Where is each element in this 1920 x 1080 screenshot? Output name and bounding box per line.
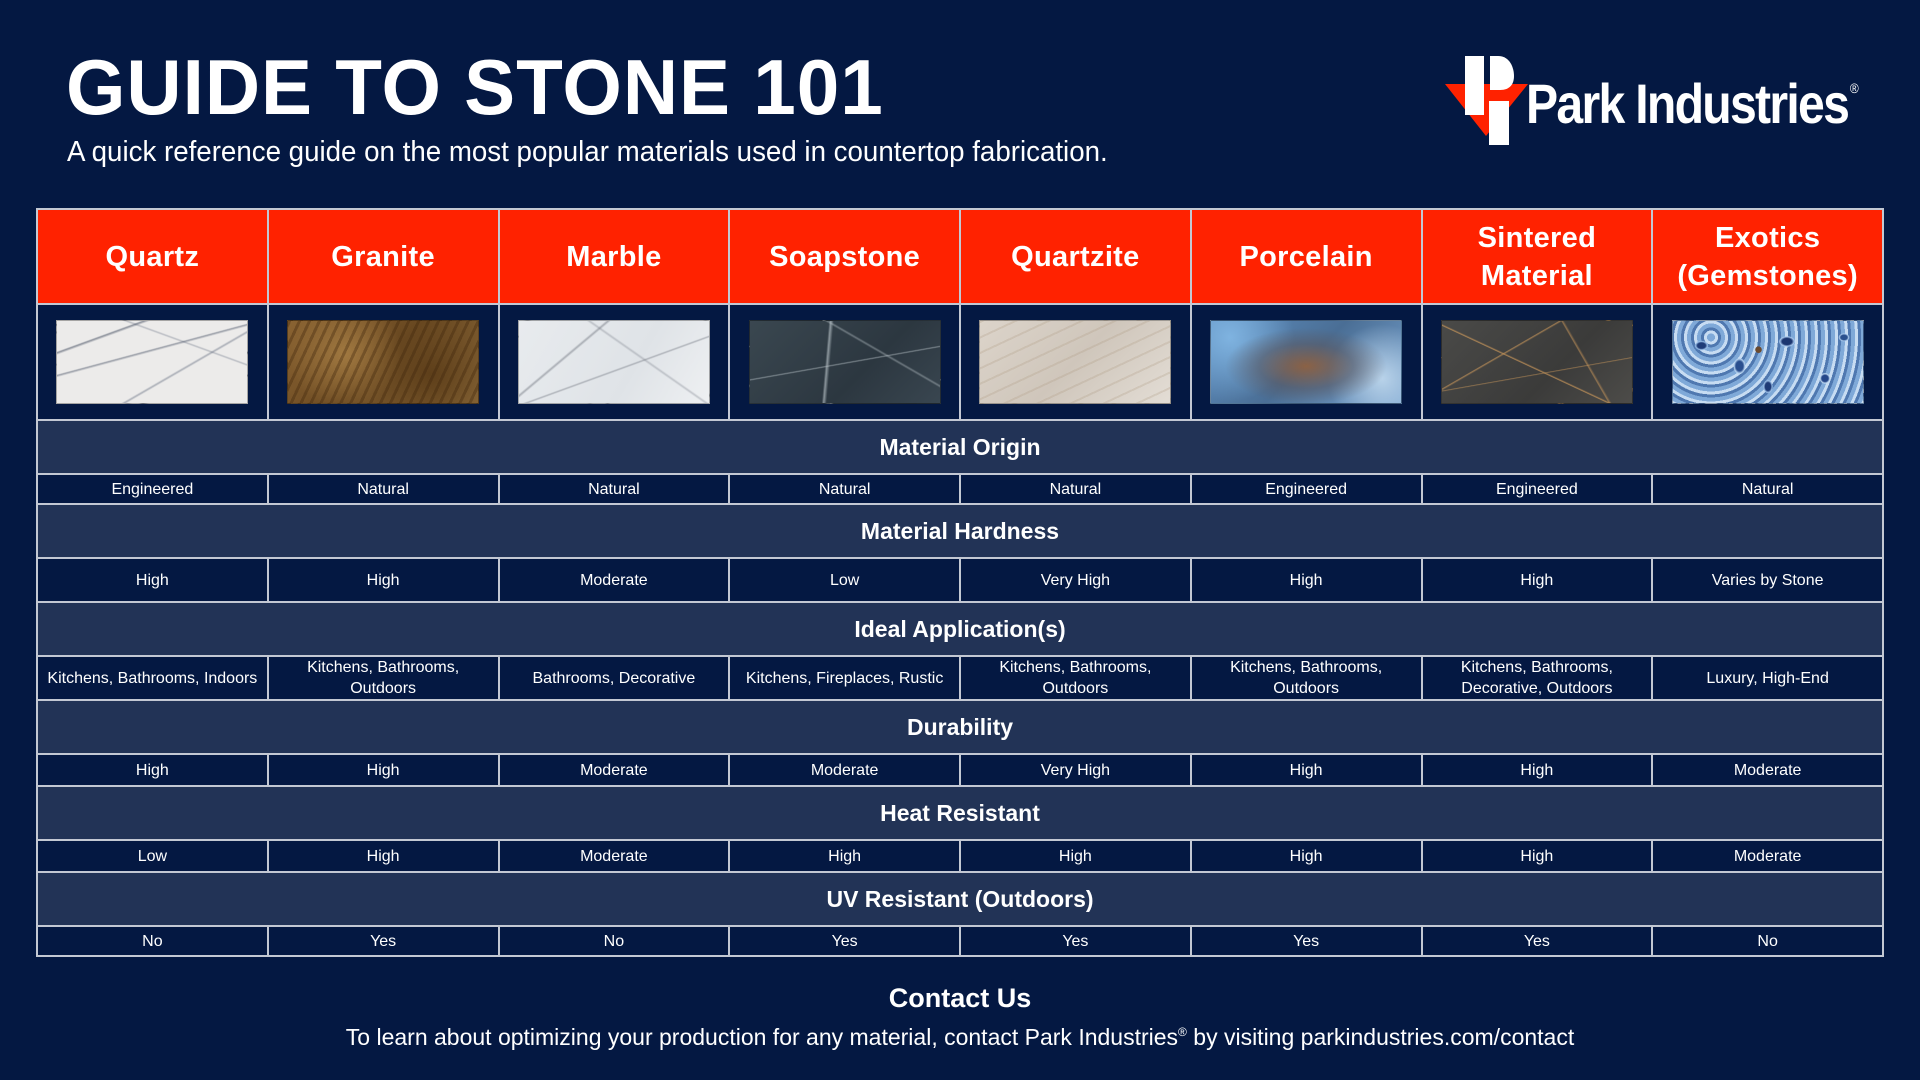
header-line: Sintered [1477,221,1597,254]
table-cell: High [268,558,499,602]
park-industries-logo-icon [1440,50,1532,150]
registered-mark: ® [1178,1025,1187,1039]
table-cell: Low [729,558,960,602]
swatch-cell [1652,304,1883,420]
contact-link-text: by visiting parkindustries.com/contact [1186,1024,1575,1050]
registered-mark: ® [1849,79,1859,96]
table-cell: No [1652,926,1883,956]
section-title: Ideal Application(s) [37,602,1883,656]
logo-name: Park Industries [1526,71,1849,135]
section-material-hardness [37,504,1883,558]
header-marble: Marble [499,209,730,304]
table-cell: High [960,840,1191,872]
table-cell: High [37,754,268,786]
header-exotics [1652,209,1883,304]
table-cell: Moderate [729,754,960,786]
header-quartz: Quartz [37,209,268,304]
header-sintered-material [1422,209,1653,304]
header-porcelain: Porcelain [1191,209,1422,304]
table-cell: Yes [1191,926,1422,956]
park-industries-logo [1440,50,1870,150]
swatch-cell [37,304,268,420]
section-title: Material Hardness [37,504,1883,558]
section-uv-resistant [37,872,1883,926]
table-cell: Engineered [1422,474,1653,504]
table-cell: High [37,558,268,602]
table-cell: No [499,926,730,956]
table-cell: Engineered [1191,474,1422,504]
header-soapstone: Soapstone [729,209,960,304]
row-heat-resistant [37,840,1883,872]
table-cell: Natural [729,474,960,504]
logo-wordmark [1526,71,1859,136]
row-material-origin [37,474,1883,504]
header-line: Exotics [1714,221,1821,254]
table-cell: High [1422,840,1653,872]
swatch-cell [729,304,960,420]
table-cell: Kitchens, Fireplaces, Rustic [729,656,960,700]
table-cell: Varies by Stone [1652,558,1883,602]
table-cell: High [1191,558,1422,602]
table-cell: Natural [268,474,499,504]
table-cell: High [1191,754,1422,786]
table-cell: Natural [960,474,1191,504]
section-ideal-applications [37,602,1883,656]
table-cell: Very High [960,754,1191,786]
contact-text-main: To learn about optimizing your production for any material, contact Park Industries [345,1024,1179,1050]
quartzite-swatch [979,320,1171,404]
table-cell: High [268,754,499,786]
row-ideal-applications [37,656,1883,700]
soapstone-swatch [749,320,941,404]
table-cell: Yes [960,926,1191,956]
section-title: Heat Resistant [37,786,1883,840]
section-title: UV Resistant (Outdoors) [37,872,1883,926]
section-heat-resistant [37,786,1883,840]
swatch-cell [1191,304,1422,420]
table-cell: High [729,840,960,872]
table-cell: Moderate [1652,840,1883,872]
section-durability [37,700,1883,754]
header-line: Material [1480,259,1593,292]
section-title: Material Origin [37,420,1883,474]
table-cell: Luxury, High-End [1652,656,1883,700]
table-cell: Low [37,840,268,872]
marble-swatch [518,320,710,404]
row-uv-resistant [37,926,1883,956]
header-line: (Gemstones) [1677,259,1858,292]
table-cell: High [1422,558,1653,602]
exotics-swatch [1672,320,1864,404]
contact-heading: Contact Us [888,983,1032,1013]
swatch-row [37,304,1883,420]
swatch-cell [499,304,730,420]
table-cell: Natural [1652,474,1883,504]
stone-comparison-table [36,208,1884,957]
table-cell: High [1422,754,1653,786]
row-durability [37,754,1883,786]
table-cell: Kitchens, Bathrooms, Outdoors [960,656,1191,700]
section-material-origin [37,420,1883,474]
material-header-row [37,209,1883,304]
table-cell: Engineered [37,474,268,504]
table-cell: High [268,840,499,872]
row-material-hardness [37,558,1883,602]
swatch-cell [960,304,1191,420]
swatch-cell [1422,304,1653,420]
header-granite: Granite [268,209,499,304]
table-cell: No [37,926,268,956]
table-cell: Bathrooms, Decorative [499,656,730,700]
header-quartzite: Quartzite [960,209,1191,304]
contact-text [0,1017,1920,1052]
table-cell: Kitchens, Bathrooms, Decorative, Outdoors [1422,656,1653,700]
section-title: Durability [37,700,1883,754]
page-subtitle: A quick reference guide on the most popular materials used in countertop fabrication. [67,136,1108,168]
table-cell: Natural [499,474,730,504]
table-cell: Kitchens, Bathrooms, Indoors [37,656,268,700]
sintered-swatch [1441,320,1633,404]
swatch-cell [268,304,499,420]
table-cell: Kitchens, Bathrooms, Outdoors [268,656,499,700]
table-cell: Moderate [499,840,730,872]
table-cell: Yes [268,926,499,956]
page-title: GUIDE TO STONE 101 [66,43,884,131]
porcelain-swatch [1210,320,1402,404]
table-cell: Moderate [499,558,730,602]
granite-swatch [287,320,479,404]
table-cell: Kitchens, Bathrooms, Outdoors [1191,656,1422,700]
table-cell: Yes [729,926,960,956]
table-cell: Moderate [499,754,730,786]
table-cell: Very High [960,558,1191,602]
table-cell: Yes [1422,926,1653,956]
quartz-swatch [56,320,248,404]
table-cell: Moderate [1652,754,1883,786]
table-cell: High [1191,840,1422,872]
